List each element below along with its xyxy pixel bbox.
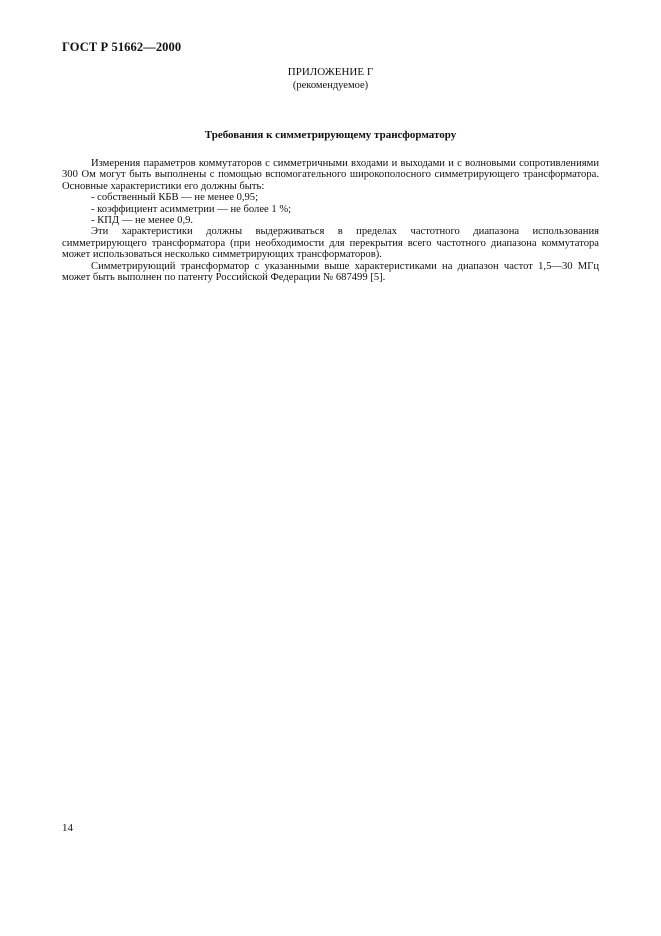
list-item: - КПД — не менее 0,9.: [91, 215, 194, 227]
section-body: [62, 158, 599, 283]
paragraph-intro: Измерения параметров коммутаторов с симметричными входами и выходами и с волновыми сопротивлениями 300 Ом могут быть выполнены с помощью вспомогательного широкополосного симметрирующего трансформатора. Основные характеристики его должны быть:: [62, 158, 599, 192]
document-standard-header: ГОСТ Р 51662—2000: [62, 40, 182, 54]
page-number: 14: [62, 822, 73, 834]
paragraph-patent: Симметрирующий трансформатор с указанными выше характеристиками на диапазон частот 1,5—30 МГц может быть выполнен по патенту Российской Федерации № 687499 [5].: [62, 260, 599, 284]
list-item: - собственный КБВ — не менее 0,95;: [91, 192, 259, 204]
appendix-title: ПРИЛОЖЕНИЕ Г: [287, 66, 374, 78]
appendix-heading: [0, 66, 661, 92]
list-item: - коэффициент асимметрии — не более 1 %;: [91, 203, 292, 215]
section-title: Требования к симметрирующему трансформатору: [204, 129, 457, 141]
paragraph-frequency-range: Эти характеристики должны выдерживаться в пределах частотного диапазона использования симметрирующего трансформатора (при необходимости для перекрытия всего частотного диапазона коммутатора может использоваться несколько симметрирующих трансформаторов).: [62, 226, 599, 261]
appendix-status: (рекомендуемое): [292, 80, 369, 91]
